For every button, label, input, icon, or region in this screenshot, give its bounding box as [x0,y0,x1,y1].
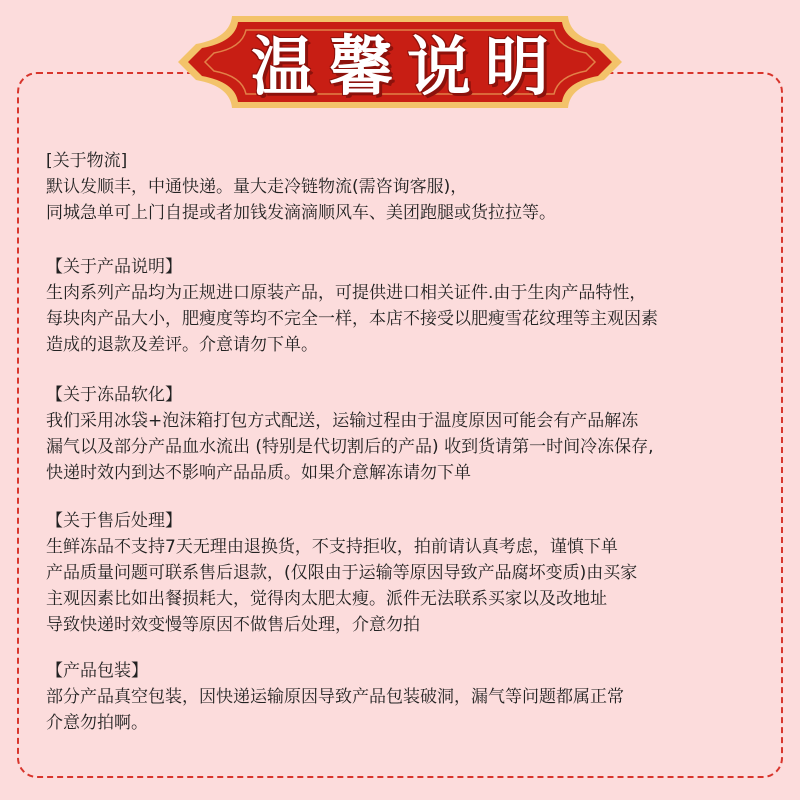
section-line: 产品质量问题可联系售后退款，(仅限由于运输等原因导致产品腐坏变质)由买家 [46,563,638,583]
section-line: 生鲜冻品不支持7天无理由退换货，不支持拒收，拍前请认真考虑，谨慎下单 [46,537,618,557]
section-line: 快递时效内到达不影响产品品质。如果介意解冻请勿下单 [46,463,471,483]
section-heading: 【关于产品说明】 [46,257,182,277]
section-line: 我们采用冰袋+泡沫箱打包方式配送，运输过程由于温度原因可能会有产品解冻 [46,411,639,431]
section-heading: 【关于冻品软化】 [46,385,182,405]
section-product-description [46,254,766,358]
section-line: 每块肉产品大小，肥瘦度等均不完全一样，本店不接受以肥瘦雪花纹理等主观因素 [46,309,658,329]
title-banner [172,10,628,114]
section-line: 介意勿拍啊。 [46,713,148,733]
section-line: 部分产品真空包装，因快递运输原因导致产品包装破洞，漏气等问题都属正常 [46,687,624,707]
section-packaging [46,658,766,736]
section-line: 生肉系列产品均为正规进口原装产品，可提供进口相关证件.由于生肉产品特性， [46,283,647,303]
section-heading: 【产品包装】 [46,661,148,681]
banner-title: 温馨说明 [251,31,563,105]
section-logistics [46,148,766,226]
section-frozen-softening [46,382,766,486]
section-line: 导致快递时效变慢等原因不做售后处理，介意勿拍 [46,615,420,635]
section-after-sales [46,508,766,638]
section-line: 默认发顺丰，中通快递。量大走冷链物流(需咨询客服)， [46,177,468,197]
section-heading: 【关于售后处理】 [46,511,182,531]
section-line: 主观因素比如出餐损耗大，觉得肉太肥太瘦。派件无法联系买家以及改地址 [46,589,607,609]
section-line: 同城急单可上门自提或者加钱发滴滴顺风车、美团跑腿或货拉拉等。 [46,203,556,223]
section-line: 漏气以及部分产品血水流出 (特别是代切割后的产品) 收到货请第一时间冷冻保存, [46,437,654,457]
section-line: 造成的退款及差评。介意请勿下单。 [46,335,318,355]
section-heading: [关于物流] [46,151,128,171]
